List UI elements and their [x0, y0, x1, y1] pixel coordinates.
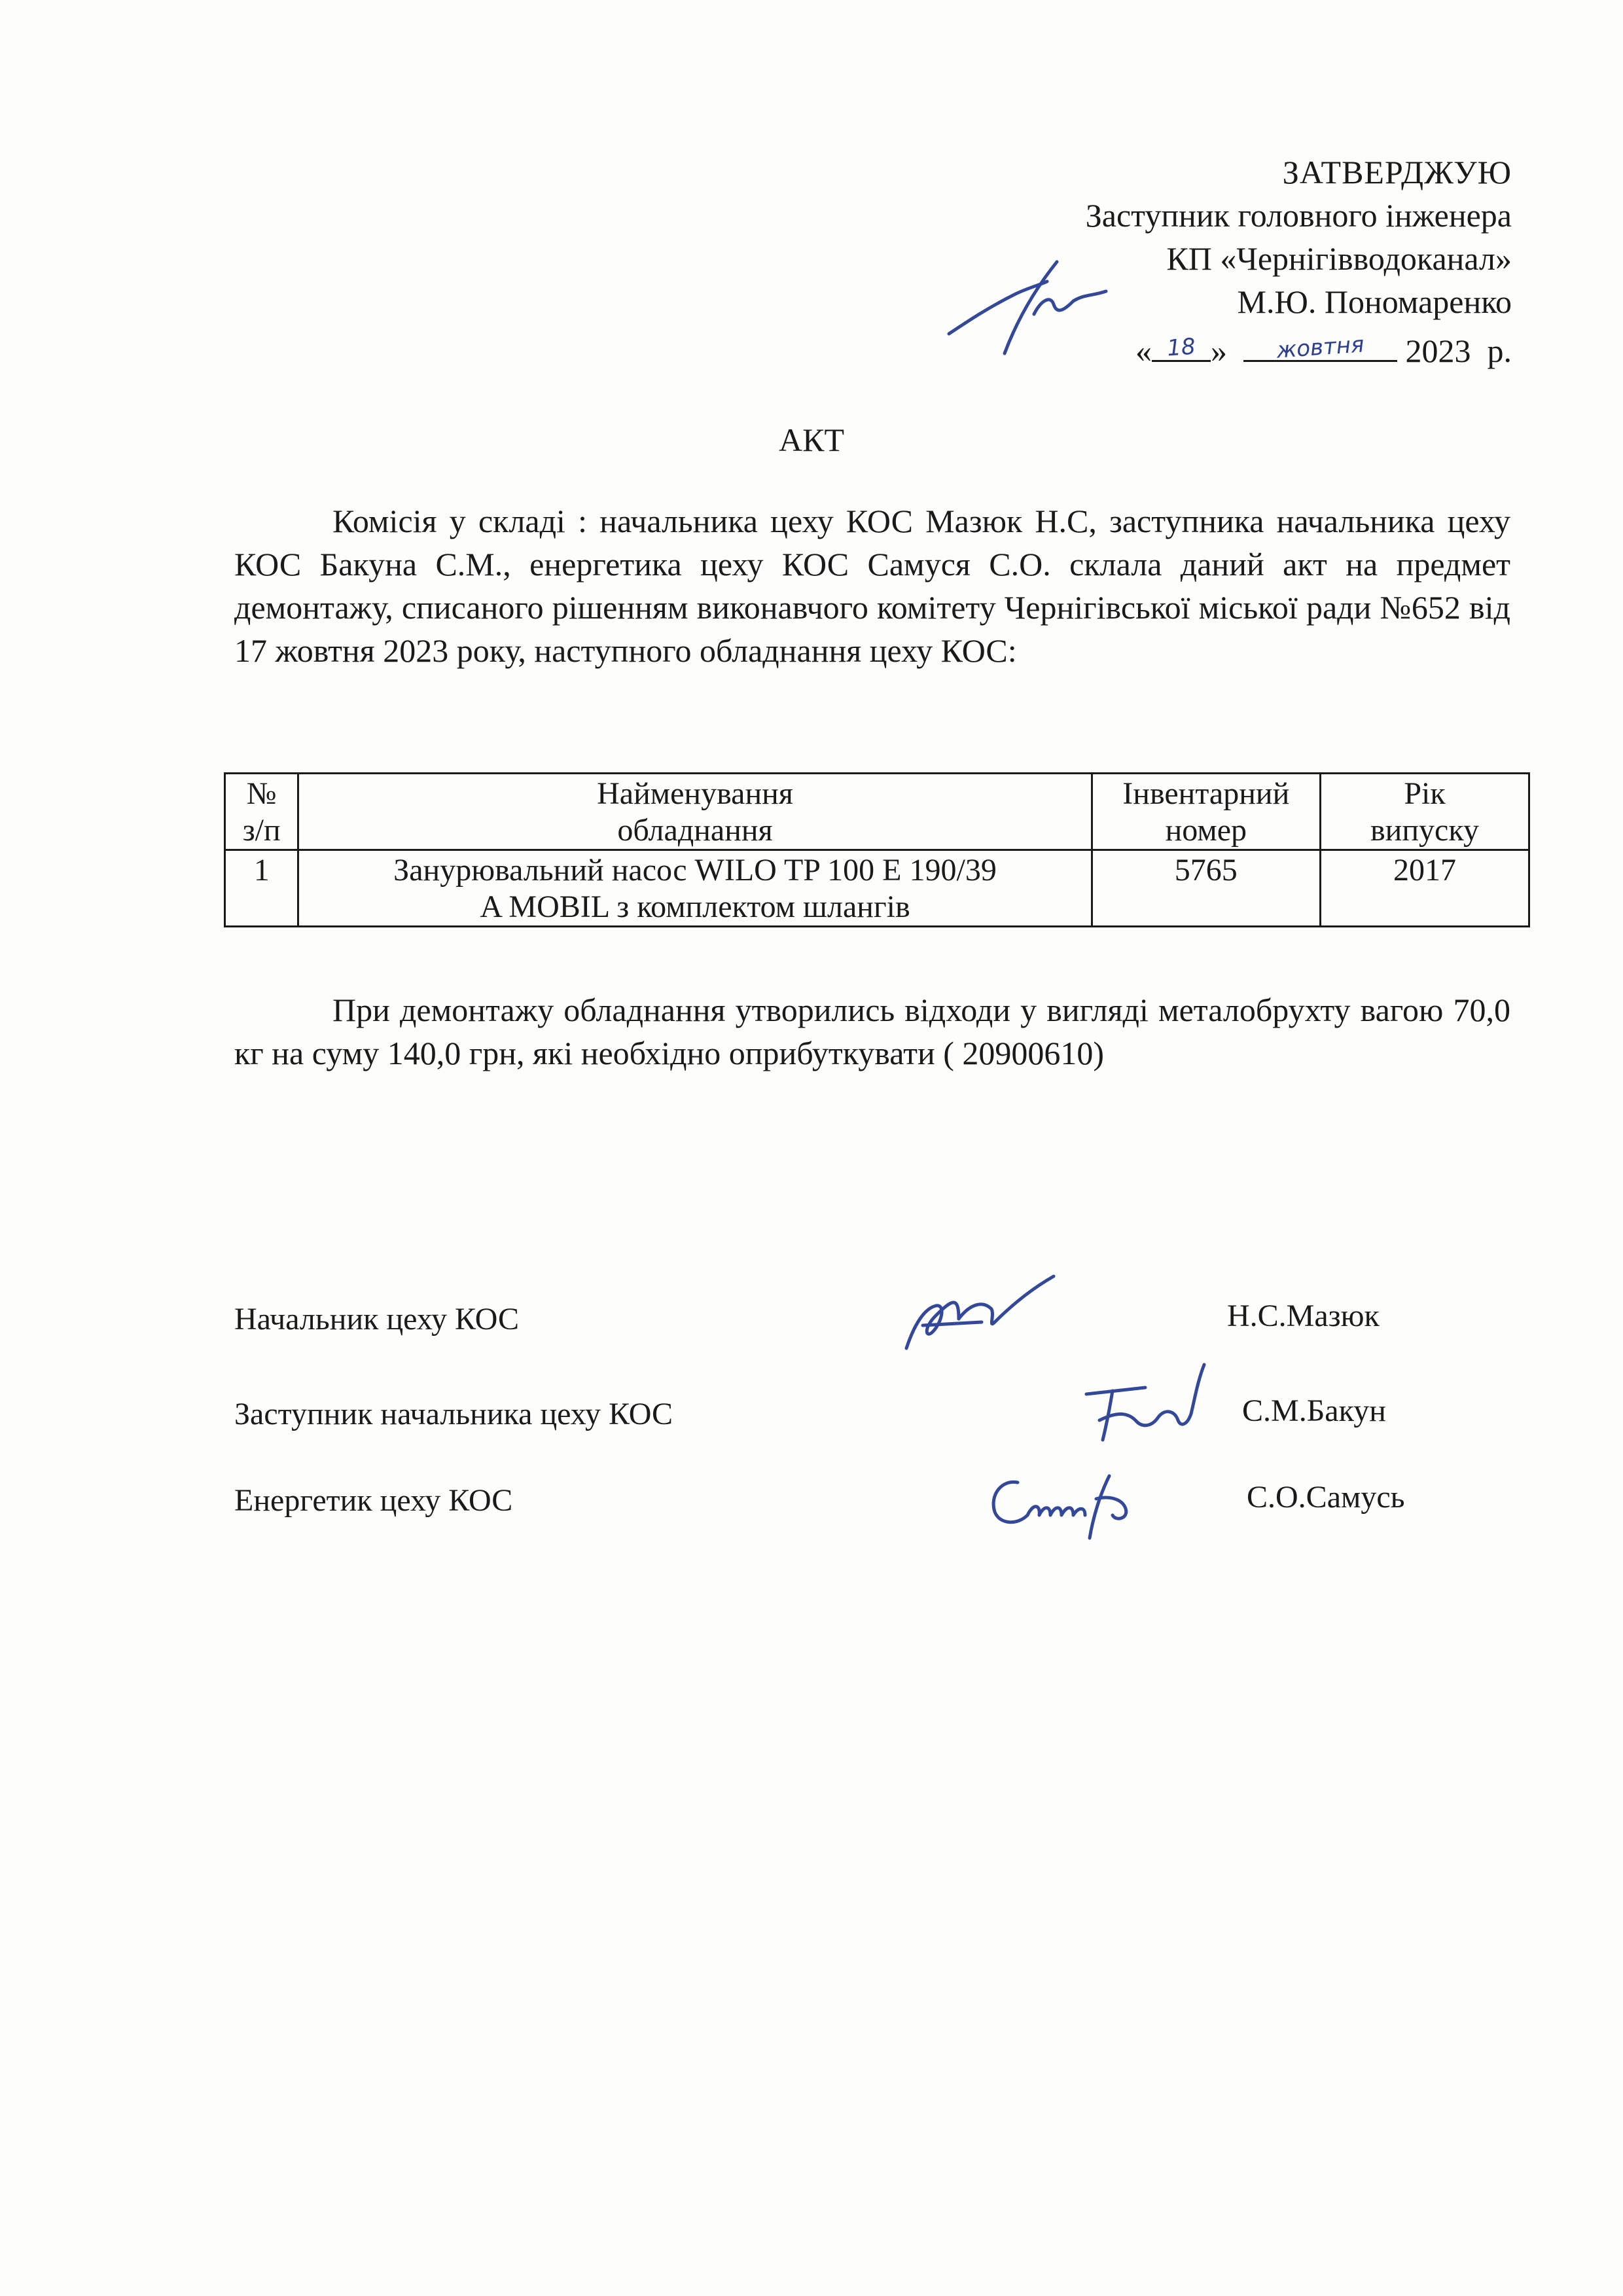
date-suffix: р.	[1487, 332, 1512, 369]
date-day-handwritten: 18	[1166, 333, 1196, 362]
header-number: № з/п	[225, 774, 298, 850]
approval-date	[1086, 323, 1512, 372]
date-year: 2023	[1405, 332, 1471, 369]
cell-number: 1	[225, 850, 298, 927]
signatory-name-1: Н.С.Мазюк	[1227, 1299, 1380, 1333]
signatory-position-2: Заступник начальника цеху КОС	[234, 1397, 673, 1431]
commission-paragraph: Комісія у складі : начальника цеху КОС Мазюк Н.С, заступника начальника цеху КОС Бакуна С.М., енергетика цеху КОС Самуся С.О. склала даний акт на предмет демонтажу, списаного рішенням виконавчого комітету Чернігівської міської ради №652 від 17 жовтня 2023 року, наступного обладнання цеху КОС:	[234, 503, 1510, 669]
date-month-handwritten: жовтня	[1275, 331, 1365, 364]
date-open-quote: «	[1135, 332, 1152, 369]
approval-block	[1086, 151, 1512, 372]
signatory-name-2: С.М.Бакун	[1242, 1393, 1386, 1428]
signature-3	[982, 1460, 1152, 1545]
signature-2	[1073, 1355, 1217, 1453]
cell-release-year: 2017	[1320, 850, 1529, 927]
header-inventory-number: Інвентарний номер	[1092, 774, 1320, 850]
approver-name: М.Ю. Пономаренко	[1237, 283, 1512, 320]
signature-1	[897, 1270, 1067, 1361]
date-month-field	[1243, 323, 1397, 362]
cell-equipment-name: Занурювальний насос WILO TP 100 E 190/39 A MOBIL з комплектом шлангів	[298, 850, 1092, 927]
signatory-position-1: Начальник цеху КОС	[234, 1302, 520, 1336]
approver-position: Заступник головного інженера	[1085, 197, 1512, 234]
date-close-quote: »	[1211, 332, 1227, 369]
waste-paragraph: При демонтажу обладнання утворились відходи у вигляді металобрухту вагою 70,0 кг на суму 140,0 грн, які необхідно оприбуткувати ( 20900610)	[234, 992, 1510, 1071]
header-equipment-name: Найменування обладнання	[298, 774, 1092, 850]
table-header-row	[225, 774, 1529, 850]
signatory-position-3: Енергетик цеху КОС	[234, 1483, 513, 1518]
document-title: АКТ	[779, 422, 844, 458]
table-row	[225, 850, 1529, 927]
approval-heading: ЗАТВЕРДЖУЮ	[1282, 154, 1512, 190]
header-release-year: Рік випуску	[1320, 774, 1529, 850]
equipment-table	[224, 772, 1530, 927]
date-day-field	[1152, 323, 1211, 362]
cell-inventory-number: 5765	[1092, 850, 1320, 927]
approver-signature	[942, 249, 1113, 360]
approver-organization: КП «Чернігівводоканал»	[1166, 240, 1512, 277]
signatory-name-3: С.О.Самусь	[1247, 1480, 1405, 1515]
